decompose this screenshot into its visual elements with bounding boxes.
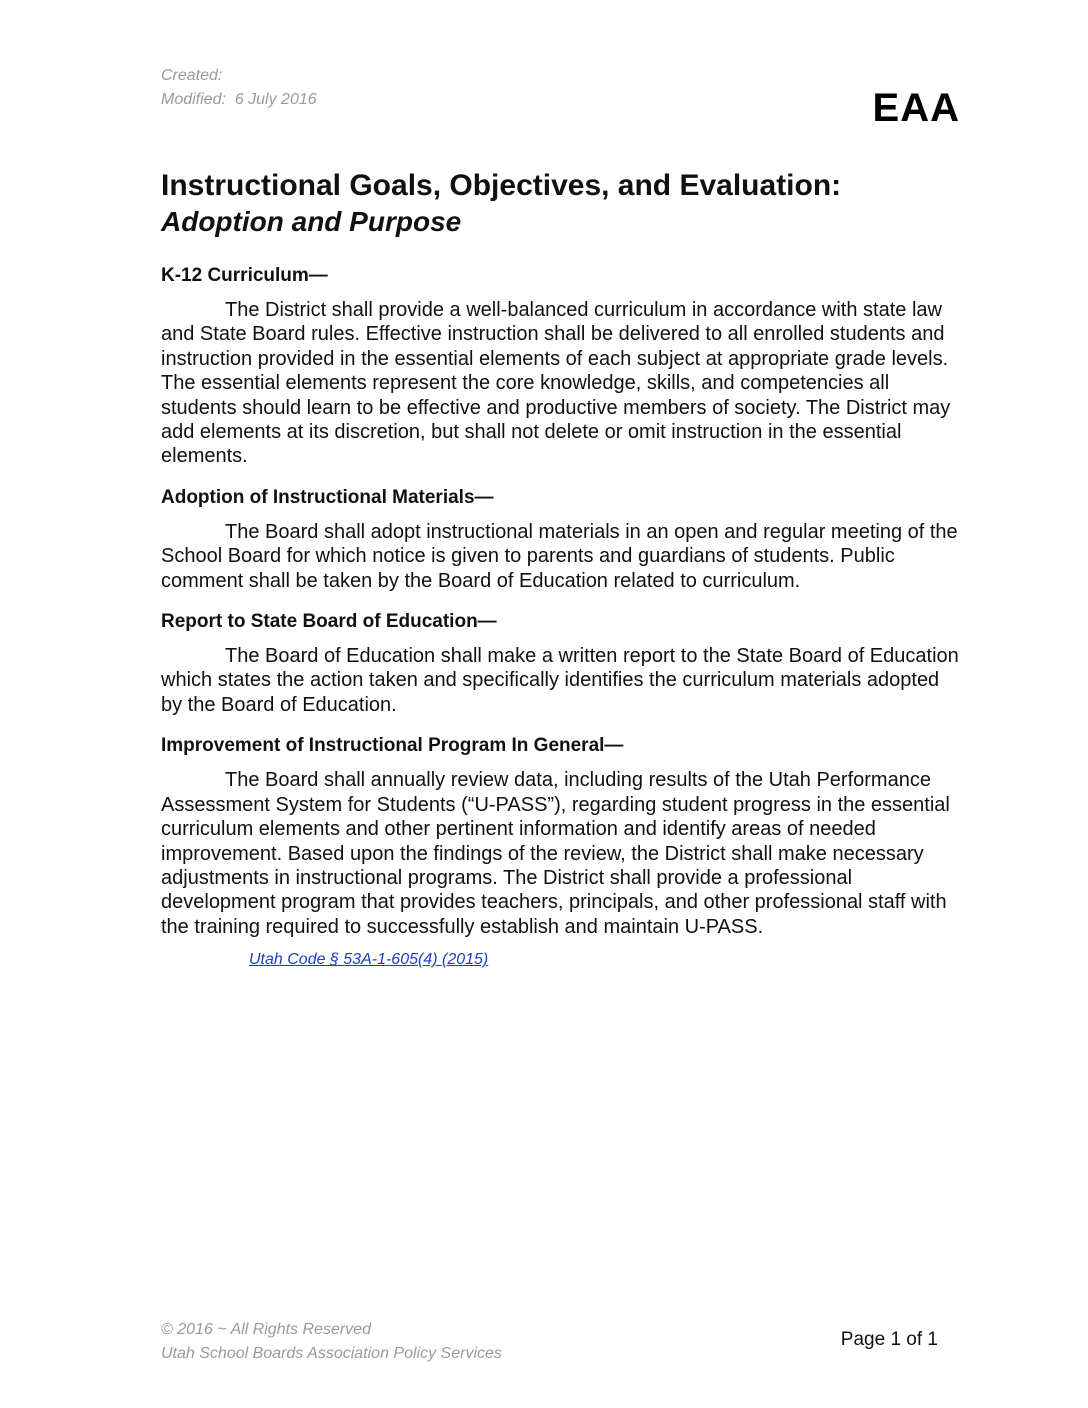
title-subtitle: Adoption and Purpose (161, 206, 462, 237)
document-meta (161, 64, 317, 112)
section-heading: K-12 Curriculum— (161, 265, 328, 286)
page-title (161, 168, 961, 240)
section-report-state-board (161, 610, 961, 717)
document-body (161, 264, 961, 988)
section-paragraph: The Board of Education shall make a written report to the State Board of Education which states the action taken and specifically identifies the curriculum materials adopted by the Board of Education. (161, 645, 959, 716)
section-improvement-program (161, 734, 961, 971)
title-main: Instructional Goals, Objectives, and Evaluation: (161, 169, 842, 202)
citation-link[interactable]: Utah Code § 53A-1-605(4) (2015) (249, 951, 489, 969)
footer-organization: Utah School Boards Association Policy Services (161, 1345, 502, 1362)
modified-date: Modified: 6 July 2016 (161, 91, 317, 108)
page-number: Page 1 of 1 (840, 1329, 938, 1350)
section-adoption-materials (161, 486, 961, 593)
created-label: Created: (161, 67, 223, 84)
section-heading: Improvement of Instructional Program In General— (161, 735, 624, 757)
policy-code: EAA (872, 86, 960, 130)
section-k12-curriculum (161, 264, 961, 469)
footer-copyright: © 2016 ~ All Rights Reserved (161, 1321, 371, 1338)
section-heading: Report to State Board of Education— (161, 611, 497, 633)
section-paragraph: The Board shall adopt instructional materials in an open and regular meeting of the School Board for which notice is given to parents and guardians of students. Public comment shall be taken by the Board of Education related to curriculum. (161, 520, 958, 592)
section-heading: Adoption of Instructional Materials— (161, 486, 494, 508)
section-paragraph: The District shall provide a well-balanced curriculum in accordance with state law and State Board rules. Effective instruction shall be delivered to all enrolled students and instruction provided in the essential elements of each subject at appropriate grade levels. The essential elements represent the core knowledge, skills, and competencies all students should learn to be effective and productive members of society. The District may add elements at its discretion, but shall not delete or omit instruction in the essential elements. (161, 299, 951, 468)
footer-copyright-block (161, 1318, 502, 1366)
section-paragraph: The Board shall annually review data, including results of the Utah Performance Assessment System for Students (“U-PASS”), regarding student progress in the essential curriculum elements and other pertinent information and identify areas of needed improvement. Based upon the findings of the review, the District shall make necessary adjustments in instructional programs. The District shall provide a professional development program that provides teachers, principals, and other professional staff with the training required to successfully establish and maintain U-PASS. (161, 769, 950, 938)
